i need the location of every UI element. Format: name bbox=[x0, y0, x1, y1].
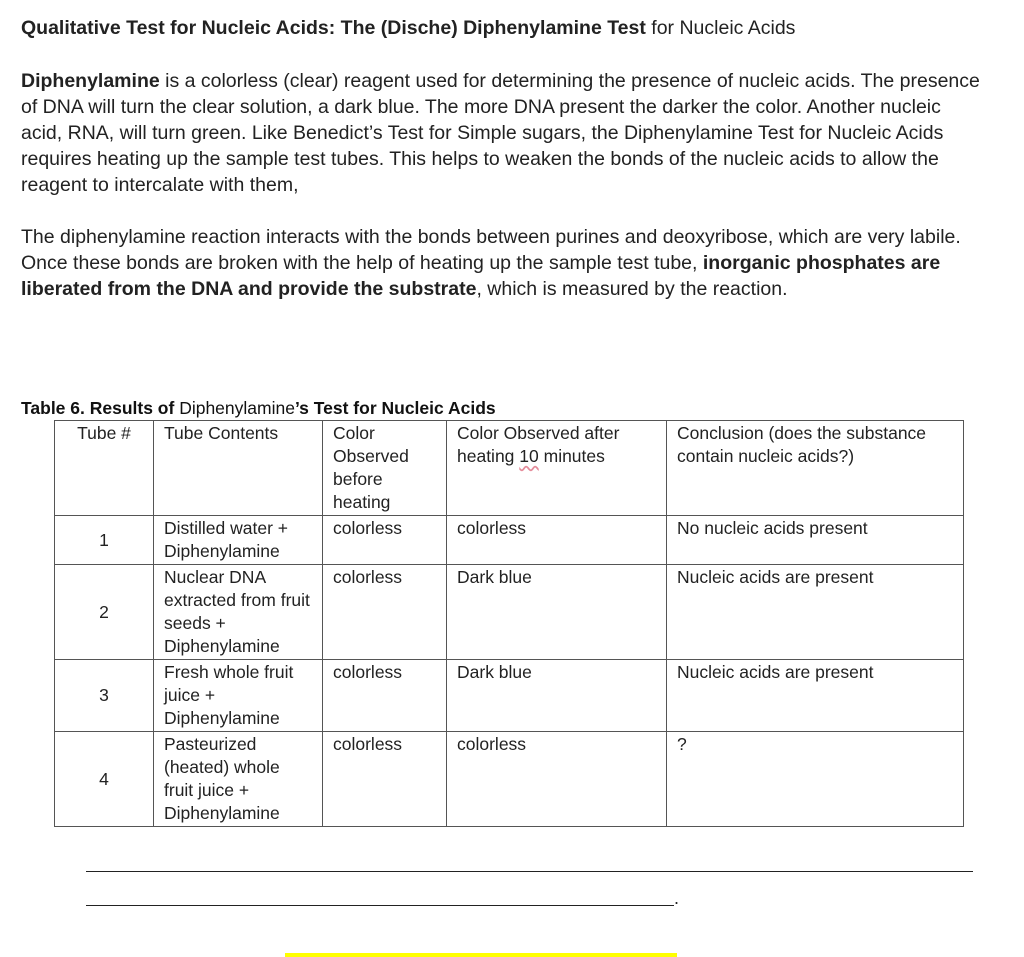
caption-bold-1: Table 6. Results of bbox=[21, 398, 180, 418]
answer-line-2[interactable] bbox=[86, 905, 674, 906]
para1-text: is a colorless (clear) reagent used for determining the presence of nucleic acids. The presence of DNA will turn the clear solution, a dark blue. The more DNA present the darker the color. Another nucleic acid, RNA, will turn green. Like Benedict’s Test for Simple sugars, the Diphenylamine Test for Nucleic Acids requires heating up the sample test tubes. This helps to weaken the bonds of the nucleic acids to allow the reagent to intercalate with them, bbox=[21, 70, 980, 196]
cell-before: colorless bbox=[323, 516, 447, 565]
para2-bold: inorganic phosphates are liberated from the DNA and provide the substrate bbox=[21, 252, 941, 300]
para1-bold: Diphenylamine bbox=[21, 70, 160, 92]
header-after-text-end: minutes bbox=[538, 446, 605, 466]
title-bold: Qualitative Test for Nucleic Acids: The (Dische) Diphenylamine Test bbox=[21, 17, 646, 39]
header-tube: Tube # bbox=[55, 421, 154, 516]
answer-period: . bbox=[674, 888, 680, 908]
table-row bbox=[55, 732, 964, 827]
cell-conclusion[interactable]: Nucleic acids are present bbox=[667, 565, 964, 660]
cell-tube: 1 bbox=[55, 516, 154, 565]
cell-after: Dark blue bbox=[447, 565, 667, 660]
title-rest: for Nucleic Acids bbox=[645, 17, 796, 39]
answer-line-1[interactable] bbox=[86, 871, 973, 872]
cell-before: colorless bbox=[323, 565, 447, 660]
header-contents: Tube Contents bbox=[154, 421, 323, 516]
cell-contents: Fresh whole fruit juice + Diphenylamine bbox=[154, 660, 323, 732]
cell-after: colorless bbox=[447, 516, 667, 565]
table-caption bbox=[21, 397, 496, 419]
para2-text1: The diphenylamine reaction interacts with the bonds between purines and deoxyribose, which are very labile. Once these bonds are broken with the help of heating up the sample test tube, bbox=[21, 226, 961, 274]
cell-before: colorless bbox=[323, 732, 447, 827]
cell-before: colorless bbox=[323, 660, 447, 732]
cell-tube: 2 bbox=[55, 565, 154, 660]
cell-contents: Distilled water + Diphenylamine bbox=[154, 516, 323, 565]
table-header-row bbox=[55, 421, 964, 516]
results-table bbox=[54, 420, 964, 827]
cell-conclusion[interactable]: ? bbox=[667, 732, 964, 827]
header-after-text: Color Observed after heating bbox=[457, 423, 620, 466]
header-after bbox=[447, 421, 667, 516]
table-row bbox=[55, 660, 964, 732]
paragraph-reaction bbox=[21, 224, 981, 302]
cell-after: Dark blue bbox=[447, 660, 667, 732]
table-row bbox=[55, 516, 964, 565]
table-row bbox=[55, 565, 964, 660]
highlight-mark bbox=[285, 953, 677, 957]
document-body bbox=[21, 14, 981, 302]
para2-text2: , which is measured by the reaction. bbox=[476, 278, 788, 300]
cell-contents: Pasteurized (heated) whole fruit juice + Diphenylamine bbox=[154, 732, 323, 827]
cell-contents: Nuclear DNA extracted from fruit seeds + Diphenylamine bbox=[154, 565, 323, 660]
cell-tube: 3 bbox=[55, 660, 154, 732]
page-title bbox=[21, 14, 981, 42]
paragraph-diphenylamine-intro bbox=[21, 68, 981, 198]
caption-bold-2: ’s Test for Nucleic Acids bbox=[294, 398, 496, 418]
spellcheck-flagged-number: 10 bbox=[519, 446, 539, 466]
caption-normal: Diphenylamine bbox=[179, 398, 295, 418]
cell-conclusion[interactable]: No nucleic acids present bbox=[667, 516, 964, 565]
header-before: Color Observed before heating bbox=[323, 421, 447, 516]
header-conclusion: Conclusion (does the substance contain nucleic acids?) bbox=[667, 421, 964, 516]
cell-tube: 4 bbox=[55, 732, 154, 827]
cell-conclusion[interactable]: Nucleic acids are present bbox=[667, 660, 964, 732]
cell-after: colorless bbox=[447, 732, 667, 827]
